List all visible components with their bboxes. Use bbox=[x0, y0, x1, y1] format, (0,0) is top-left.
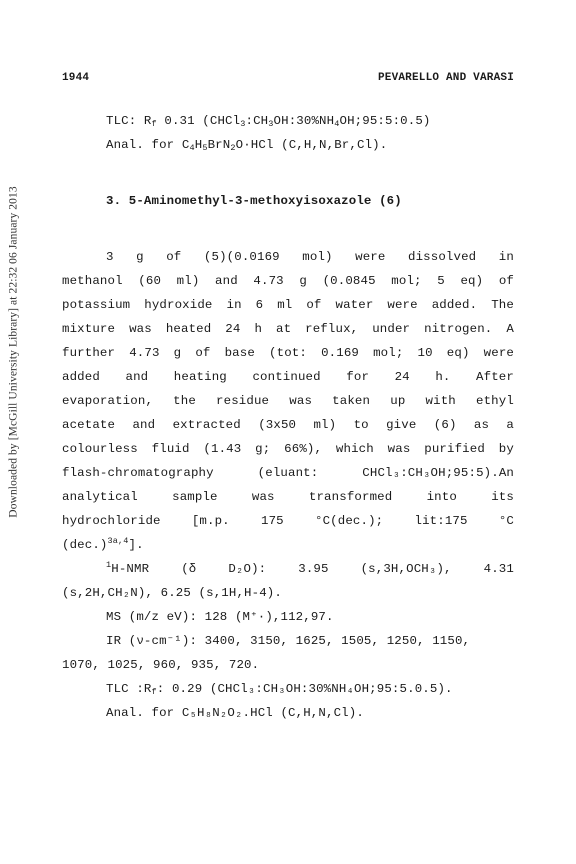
word: acetate bbox=[62, 418, 116, 432]
word: °C bbox=[498, 514, 514, 528]
word: nitrogen. bbox=[424, 322, 493, 336]
word: (6) bbox=[433, 418, 457, 432]
word: 66%), bbox=[284, 442, 323, 456]
word: evaporation, bbox=[62, 394, 154, 408]
paragraph-line-3 bbox=[62, 297, 514, 313]
word: (eluant: bbox=[257, 466, 319, 480]
word: colourless bbox=[62, 442, 138, 456]
download-watermark bbox=[4, 112, 24, 592]
word: mol; bbox=[391, 274, 422, 288]
ir-line-1: IR (ν-cm⁻¹): 3400, 3150, 1625, 1505, 1250, 1150, bbox=[106, 634, 471, 648]
word: 5 bbox=[437, 274, 445, 288]
word: (3x50 bbox=[258, 418, 297, 432]
word: for bbox=[346, 370, 370, 384]
word: (δ bbox=[181, 562, 197, 576]
word: of bbox=[498, 274, 514, 288]
word: base bbox=[224, 346, 255, 360]
word: residue bbox=[216, 394, 270, 408]
word: (0.0845 bbox=[322, 274, 376, 288]
word: in bbox=[226, 298, 242, 312]
word: as bbox=[473, 418, 490, 432]
word: taken bbox=[332, 394, 371, 408]
word: added. bbox=[431, 298, 478, 312]
word: 24 bbox=[225, 322, 241, 336]
word: transformed bbox=[308, 490, 393, 504]
word: and bbox=[125, 370, 149, 384]
word: mol; bbox=[373, 346, 404, 360]
paragraph-line-2 bbox=[62, 273, 514, 289]
word: hydrochloride bbox=[62, 514, 161, 528]
word: sample bbox=[172, 490, 218, 504]
word: at bbox=[276, 322, 292, 336]
section-title: 3. 5-Aminomethyl-3-methoxyisoxazole (6) bbox=[106, 194, 402, 208]
word: were bbox=[483, 346, 514, 360]
paragraph-line-11 bbox=[62, 489, 514, 505]
paragraph-line-5 bbox=[62, 345, 514, 361]
word: h bbox=[254, 322, 263, 336]
paragraph-line-10 bbox=[62, 465, 514, 481]
word: D₂O): bbox=[228, 562, 267, 576]
word: ml bbox=[277, 298, 293, 312]
word: was bbox=[387, 442, 411, 456]
word: further bbox=[62, 346, 116, 360]
paragraph-line-8 bbox=[62, 417, 514, 433]
word: A bbox=[506, 322, 514, 336]
word: its bbox=[491, 490, 514, 504]
tlc-line-top: TLC: $R_f$ 0.31 $(CHCl_3:CH_3OH:30\%NH_4OH;95:5:0.5)$ bbox=[106, 114, 431, 129]
word: purified bbox=[424, 442, 485, 456]
word: eq) bbox=[446, 346, 470, 360]
word: (5)(0.0169 bbox=[203, 250, 280, 264]
word: After bbox=[476, 370, 514, 384]
word: (1.43 bbox=[203, 442, 242, 456]
word: of bbox=[166, 250, 182, 264]
word: up bbox=[390, 394, 406, 408]
paragraph-line-4 bbox=[62, 321, 514, 337]
word: in bbox=[498, 250, 514, 264]
word: h. bbox=[435, 370, 451, 384]
word: was bbox=[129, 322, 152, 336]
word: The bbox=[491, 298, 514, 312]
page-number: 1944 bbox=[62, 72, 90, 84]
word: hydroxide bbox=[144, 298, 213, 312]
word: were bbox=[355, 250, 386, 264]
word: mixture bbox=[62, 322, 116, 336]
word: fluid bbox=[151, 442, 190, 456]
word: 3 bbox=[106, 250, 114, 264]
paragraph-line-9 bbox=[62, 441, 514, 457]
word: CHCl₃:CH₃OH;95:5).An bbox=[362, 466, 514, 480]
word: 175 bbox=[261, 514, 284, 528]
word: methanol bbox=[62, 274, 123, 288]
word: by bbox=[498, 442, 514, 456]
word: give bbox=[386, 418, 417, 432]
word: to bbox=[353, 418, 369, 432]
word: potassium bbox=[62, 298, 131, 312]
word: which bbox=[335, 442, 374, 456]
word: under bbox=[372, 322, 411, 336]
word: analytical bbox=[62, 490, 138, 504]
word: 4.31 bbox=[483, 562, 514, 576]
word: of bbox=[306, 298, 322, 312]
word: (60 bbox=[138, 274, 162, 288]
word: [m.p. bbox=[191, 514, 230, 528]
word: extracted bbox=[172, 418, 241, 432]
paragraph-line-7 bbox=[62, 393, 514, 409]
word: added bbox=[62, 370, 100, 384]
word: was bbox=[251, 490, 275, 504]
word: reflux, bbox=[305, 322, 359, 336]
word: water bbox=[335, 298, 374, 312]
word: into bbox=[426, 490, 457, 504]
word: was bbox=[289, 394, 313, 408]
word: with bbox=[425, 394, 456, 408]
word: g bbox=[299, 274, 307, 288]
download-watermark-text: Downloaded by [McGill University Library] at 22:32 06 January 2013 bbox=[8, 186, 21, 518]
word: dissolved bbox=[408, 250, 477, 264]
word: were bbox=[387, 298, 418, 312]
word: 6 bbox=[255, 298, 264, 312]
word: heated bbox=[165, 322, 212, 336]
word: ml) bbox=[313, 418, 337, 432]
paragraph-line-1 bbox=[106, 249, 514, 265]
word: a bbox=[506, 418, 514, 432]
word: (s,3H,OCH₃), bbox=[360, 562, 452, 576]
nmr-line-2: (s,2H,CH₂N), 6.25 (s,1H,H-4). bbox=[62, 586, 282, 600]
word: continued bbox=[252, 370, 321, 384]
word: g bbox=[136, 250, 144, 264]
word: 10 bbox=[417, 346, 433, 360]
word: 3.95 bbox=[298, 562, 329, 576]
word: °C(dec.); bbox=[314, 514, 384, 528]
word: and bbox=[132, 418, 156, 432]
word: 4.73 bbox=[129, 346, 160, 360]
running-header-authors: PEVARELLO AND VARASI bbox=[377, 72, 514, 84]
word: ethyl bbox=[476, 394, 514, 408]
word: flash-chromatography bbox=[62, 466, 214, 480]
word: of bbox=[195, 346, 211, 360]
word: mol) bbox=[302, 250, 333, 264]
word: lit:175 bbox=[414, 514, 468, 528]
word: g; bbox=[255, 442, 271, 456]
anal-line-bottom: Anal. for C₅H₈N₂O₂.HCl (C,H,N,Cl). bbox=[106, 706, 364, 720]
word: eq) bbox=[460, 274, 484, 288]
nmr-line-1 bbox=[106, 561, 514, 577]
paragraph-line-12 bbox=[62, 513, 514, 529]
word: ml) bbox=[176, 274, 200, 288]
nmr-label: $^1$H-NMR bbox=[106, 560, 150, 576]
word: the bbox=[173, 394, 196, 408]
paragraph-line-6 bbox=[62, 369, 514, 385]
paragraph-line-13: $(dec.)^{3a,4}$]. bbox=[62, 536, 144, 552]
word: (tot: bbox=[269, 346, 307, 360]
ir-line-2: 1070, 1025, 960, 935, 720. bbox=[62, 658, 260, 672]
tlc-line-bottom: TLC $:R_f$: 0.29 (CHCl₃:CH₃OH:30%NH₄OH;95:5.0.5). bbox=[106, 682, 453, 697]
word: 0.169 bbox=[321, 346, 359, 360]
anal-line-top: Anal. for $C_4H_5BrN_2O\cdot HCl$ (C,H,N,Br,Cl). bbox=[106, 138, 388, 153]
word: g bbox=[173, 346, 182, 360]
ms-line: MS (m/z eV): 128 (M⁺·),112,97. bbox=[106, 610, 334, 624]
word: H-NMR bbox=[111, 562, 150, 576]
word: 4.73 bbox=[253, 274, 284, 288]
word: 24 bbox=[394, 370, 410, 384]
word: and bbox=[215, 274, 238, 288]
word: heating bbox=[173, 370, 227, 384]
